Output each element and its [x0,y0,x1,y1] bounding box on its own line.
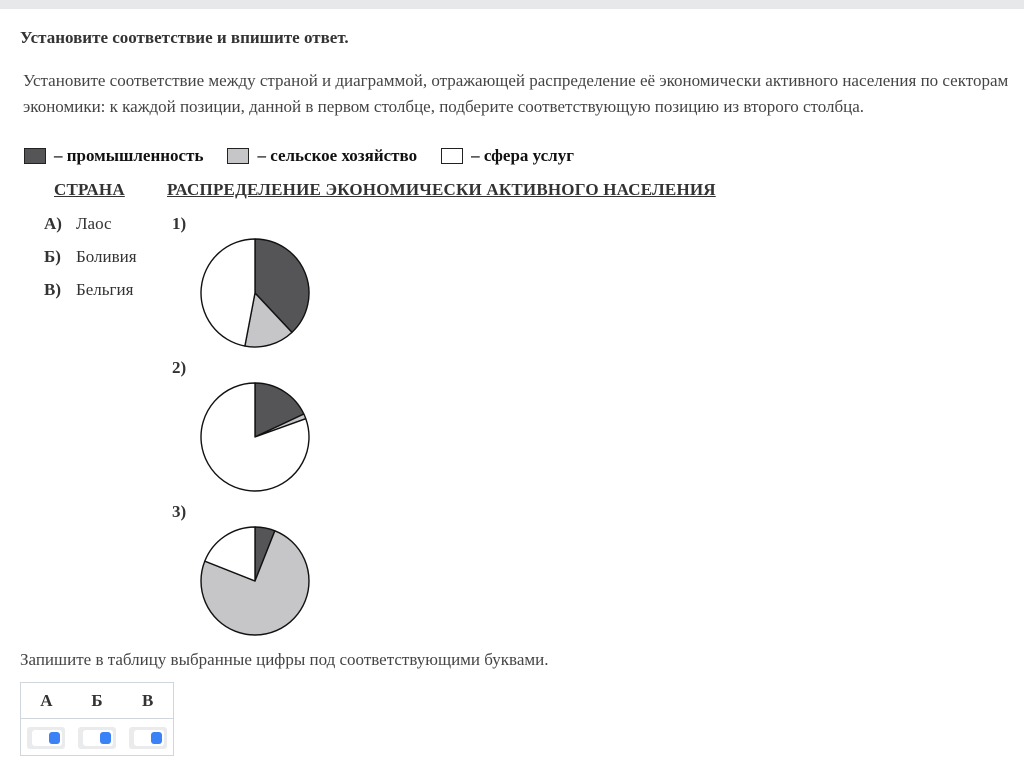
pie-chart-3 [199,525,311,637]
industry-swatch [24,148,46,164]
select-arrows-icon [151,732,162,744]
answer-prompt: Запишите в таблицу выбранные цифры под соответствующими буквами. [20,650,549,669]
chart-label-2: 2) [172,358,187,377]
answer-header-row [21,683,173,719]
country-letter: А) [44,214,62,233]
top-bar [0,0,1024,9]
answer-select-row [21,719,173,757]
legend-services-label: – сфера услуг [471,146,574,165]
chart-label-3: 3) [172,502,187,521]
task-instructions: Установите соответствие между страной и диаграммой, отражающей распределение её экономически активного населения по секторам экономики: к каждой позиции, данной в первом столбце, подберите соответствующую позицию из второго столбца. [23,71,1009,116]
answer-header-a: А [40,691,53,710]
legend-industry [24,146,203,166]
country-item-b [44,247,137,267]
pie-chart-2 [199,381,311,493]
services-swatch [441,148,463,164]
legend-agriculture-label: – сельское хозяйство [257,146,418,165]
legend-services [441,146,574,166]
country-item-c [44,280,133,300]
answer-table [20,682,174,756]
country-letter: Б) [44,247,61,266]
answer-select-a[interactable] [27,727,65,749]
pie-chart-1 [199,237,311,349]
answer-select-b[interactable] [78,727,116,749]
country-name: Лаос [76,214,112,233]
country-item-a [44,214,112,234]
agriculture-swatch [227,148,249,164]
legend-industry-label: – промышленность [54,146,204,165]
country-name: Бельгия [76,280,134,299]
country-letter: В) [44,280,61,299]
select-arrows-icon [100,732,111,744]
legend-agriculture [227,146,417,166]
pie-slice-services [201,239,255,346]
select-arrows-icon [49,732,60,744]
country-name: Боливия [76,247,137,266]
column-header-distribution: РАСПРЕДЕЛЕНИЕ ЭКОНОМИЧЕСКИ АКТИВНОГО НАСЕЛЕНИЯ [167,180,716,199]
legend [24,146,598,166]
column-header-country: СТРАНА [54,180,125,199]
chart-label-1: 1) [172,214,187,233]
answer-header-c: В [142,691,154,710]
task-title: Установите соответствие и впишите ответ. [20,28,349,47]
answer-select-c[interactable] [129,727,167,749]
answer-header-b: Б [91,691,103,710]
